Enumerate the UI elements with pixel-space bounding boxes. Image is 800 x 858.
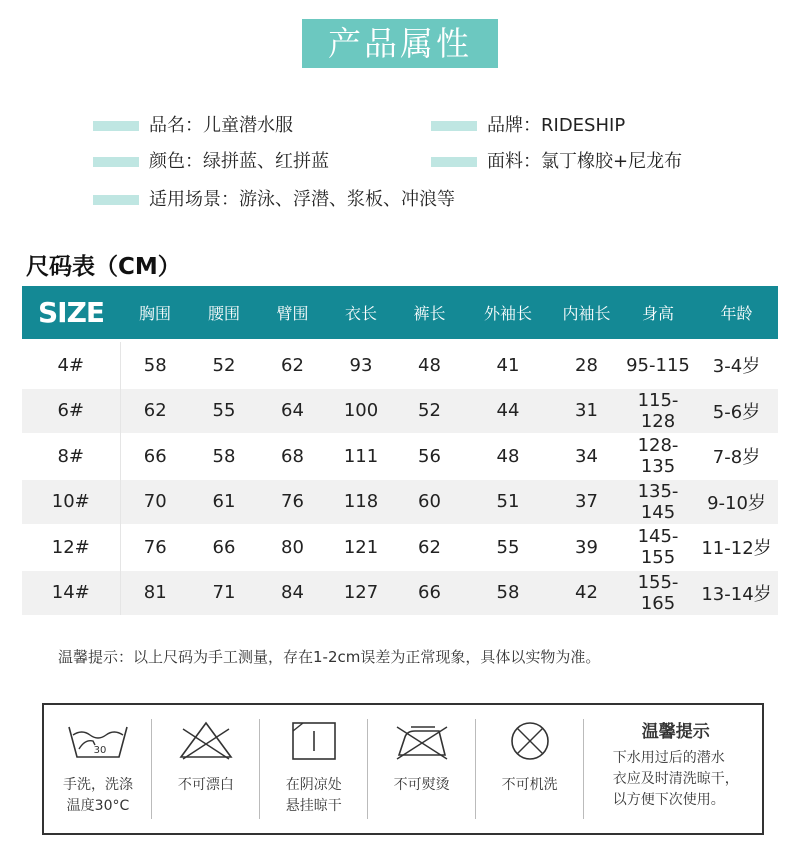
table-cell: 52: [395, 388, 464, 434]
table-row: [22, 570, 778, 615]
table-cell: 56: [395, 434, 464, 480]
no-iron-icon: [391, 717, 453, 765]
table-cell: 64: [258, 388, 327, 434]
care-instructions: [42, 703, 764, 835]
col-header: SIZE: [22, 286, 120, 339]
table-cell: 95-115: [621, 343, 695, 389]
table-cell: 58: [120, 343, 190, 389]
page-title: 产品属性: [302, 19, 498, 68]
col-header: 胸围: [120, 286, 190, 339]
attr-material-text: 面料：氯丁橡胶+尼龙布: [487, 151, 683, 172]
table-cell: 58: [190, 434, 258, 480]
hand-wash-icon: [65, 717, 131, 765]
attr-name: [93, 114, 293, 138]
table-cell: 66: [395, 570, 464, 615]
table-cell: 8#: [22, 434, 120, 480]
table-cell: 60: [395, 479, 464, 525]
table-cell: 68: [258, 434, 327, 480]
table-cell: 66: [120, 434, 190, 480]
table-cell: 84: [258, 570, 327, 615]
table-cell: 121: [327, 525, 395, 571]
care-label: 不可漂白: [177, 777, 234, 793]
table-cell: 61: [190, 479, 258, 525]
table-row: [22, 479, 778, 525]
size-notice: 温馨提示：以上尺码为手工测量，存在1-2cm误差为正常现象，具体以实物为准。: [58, 648, 601, 666]
table-cell: 6#: [22, 388, 120, 434]
table-row: [22, 388, 778, 434]
table-cell: 37: [552, 479, 621, 525]
table-cell: 70: [120, 479, 190, 525]
svg-text:30: 30: [93, 745, 107, 756]
attr-bar: [431, 121, 477, 131]
table-cell: 71: [190, 570, 258, 615]
tip-title: 温馨提示: [641, 722, 710, 742]
size-table: [22, 286, 778, 615]
table-row: [22, 434, 778, 480]
attr-bar: [93, 121, 139, 131]
table-cell: 10#: [22, 479, 120, 525]
table-cell: 100: [327, 388, 395, 434]
table-cell: 80: [258, 525, 327, 571]
table-cell: 115-128: [621, 388, 695, 434]
table-cell: 42: [552, 570, 621, 615]
care-label: 不可机洗: [501, 777, 558, 793]
care-label: 在阴凉处 悬挂晾干: [285, 777, 342, 814]
table-cell: 62: [395, 525, 464, 571]
table-cell: 55: [190, 388, 258, 434]
attr-brand-text: 品牌：RIDESHIP: [487, 115, 626, 136]
col-header: 年龄: [695, 286, 778, 339]
table-cell: 127: [327, 570, 395, 615]
table-cell: 12#: [22, 525, 120, 571]
attr-color: [93, 150, 329, 174]
care-item-hand-wash: [44, 705, 152, 833]
table-cell: 145-155: [621, 525, 695, 571]
table-cell: 93: [327, 343, 395, 389]
col-header: 裤长: [395, 286, 464, 339]
attr-bar: [431, 157, 477, 167]
col-header: 内袖长: [552, 286, 621, 339]
table-cell: 4#: [22, 343, 120, 389]
table-cell: 76: [120, 525, 190, 571]
table-cell: 111: [327, 434, 395, 480]
table-cell: 155-165: [621, 570, 695, 615]
care-item-no-machine-wash: [476, 705, 584, 833]
care-label: 手洗，洗涤 温度30°C: [62, 777, 133, 814]
table-cell: 5-6岁: [695, 388, 778, 434]
care-label: 不可熨烫: [393, 777, 450, 793]
table-cell: 66: [190, 525, 258, 571]
table-cell: 48: [464, 434, 552, 480]
attr-brand: [431, 114, 625, 138]
col-header: 腰围: [190, 286, 258, 339]
table-cell: 9-10岁: [695, 479, 778, 525]
table-cell: 62: [120, 388, 190, 434]
no-machine-wash-icon: [506, 717, 554, 765]
attr-bar: [93, 157, 139, 167]
attr-material: [431, 150, 682, 174]
care-item-no-bleach: [152, 705, 260, 833]
col-header: 外袖长: [464, 286, 552, 339]
size-table-header: [22, 286, 778, 339]
attr-usage-text: 适用场景：游泳、浮潜、浆板、冲浪等: [149, 189, 455, 210]
table-cell: 58: [464, 570, 552, 615]
care-item-no-iron: [368, 705, 476, 833]
no-bleach-icon: [175, 717, 237, 765]
table-cell: 44: [464, 388, 552, 434]
table-cell: 41: [464, 343, 552, 389]
attr-usage: [93, 188, 455, 212]
table-cell: 62: [258, 343, 327, 389]
attr-color-text: 颜色：绿拼蓝、红拼蓝: [149, 151, 329, 172]
table-cell: 14#: [22, 570, 120, 615]
tip-text: 下水用过后的潜水 衣应及时清洗晾干， 以方便下次使用。: [612, 750, 739, 808]
table-cell: 52: [190, 343, 258, 389]
attr-bar: [93, 195, 139, 205]
care-item-shade-dry: [260, 705, 368, 833]
table-cell: 76: [258, 479, 327, 525]
col-header: 衣长: [327, 286, 395, 339]
table-cell: 28: [552, 343, 621, 389]
shade-dry-icon: [289, 717, 339, 765]
table-cell: 3-4岁: [695, 343, 778, 389]
attr-name-text: 品名：儿童潜水服: [149, 115, 293, 136]
size-chart-heading: 尺码表（CM）: [26, 254, 181, 280]
table-cell: 128-135: [621, 434, 695, 480]
table-cell: 118: [327, 479, 395, 525]
table-row: [22, 525, 778, 571]
table-cell: 7-8岁: [695, 434, 778, 480]
table-cell: 31: [552, 388, 621, 434]
table-cell: 51: [464, 479, 552, 525]
table-cell: 135-145: [621, 479, 695, 525]
table-cell: 55: [464, 525, 552, 571]
table-cell: 13-14岁: [695, 570, 778, 615]
table-row: [22, 343, 778, 389]
table-cell: 39: [552, 525, 621, 571]
care-tip: [584, 705, 762, 833]
col-header: 臂围: [258, 286, 327, 339]
table-cell: 11-12岁: [695, 525, 778, 571]
table-cell: 34: [552, 434, 621, 480]
table-cell: 48: [395, 343, 464, 389]
col-header: 身高: [621, 286, 695, 339]
table-cell: 81: [120, 570, 190, 615]
